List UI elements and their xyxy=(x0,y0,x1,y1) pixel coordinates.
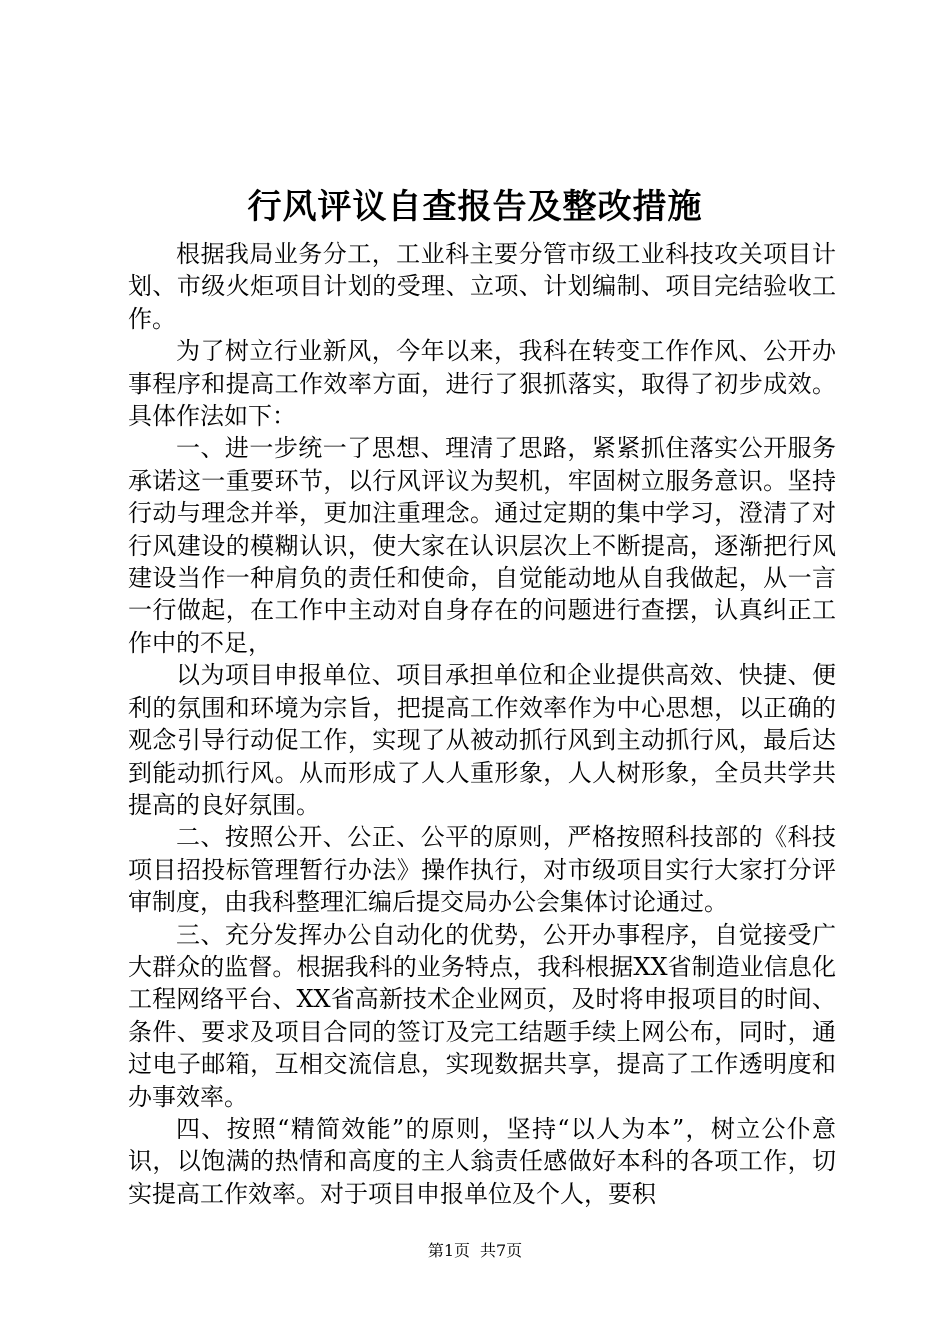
paragraph-point-2: 二、按照公开、公正、公平的原则，严格按照科技部的《科技项目招投标管理暂行办法》操作执行，对市级项目实行大家打分评审制度，由我科整理汇编后提交局办公会集体讨论通过。 xyxy=(128,823,836,917)
paragraph-overview: 为了树立行业新风，今年以来，我科在转变工作作风、公开办事程序和提高工作效率方面，进行了狠抓落实，取得了初步成效。具体作法如下： xyxy=(128,337,836,431)
paragraph-intro: 根据我局业务分工，工业科主要分管市级工业科技攻关项目计划、市级火炬项目计划的受理、立项、计划编制、项目完结验收工作。 xyxy=(128,240,836,333)
document-body xyxy=(128,238,836,1210)
paragraph-point-1: 一、进一步统一了思想、理清了思路，紧紧抓住落实公开服务承诺这一重要环节，以行风评议为契机，牢固树立服务意识。坚持行动与理念并举，更加注重理念。通过定期的集中学习，澄清了对行风建设的模糊认识，使大家在认识层次上不断提高，逐渐把行风建设当作一种肩负的责任和使命，自觉能动地从自我做起，从一言一行做起，在工作中主动对自身存在的问题进行查摆，认真纠正工作中的不足， xyxy=(128,434,836,657)
paragraph-point-4: 四、按照“精简效能”的原则，坚持“以人为本”，树立公仆意识，以饱满的热情和高度的主人翁责任感做好本科的各项工作，切实提高工作效率。对于项目申报单位及个人，要积 xyxy=(128,1114,836,1208)
paragraph-point-3: 三、充分发挥办公自动化的优势，公开办事程序，自觉接受广大群众的监督。根据我科的业务特点，我科根据XX省制造业信息化工程网络平台、XX省高新技术企业网页，及时将申报项目的时间、条件、要求及项目合同的签订及完工结题手续上网公布，同时，通过电子邮箱，互相交流信息，实现数据共享，提高了工作透明度和办事效率。 xyxy=(128,920,836,1111)
paragraph-point-1-continued: 以为项目申报单位、项目承担单位和企业提供高效、快捷、便利的氛围和环境为宗旨，把提高工作效率作为中心思想，以正确的观念引导行动促工作，实现了从被动抓行风到主动抓行风，最后达到能动抓行风。从而形成了人人重形象，人人树形象，全员共学共提高的良好氛围。 xyxy=(128,661,836,819)
page-footer xyxy=(0,1240,950,1262)
page-total: 共7页 xyxy=(480,1241,523,1260)
page-number: 第1页 xyxy=(427,1241,470,1260)
document-title: 行风评议自查报告及整改措施 xyxy=(247,187,703,227)
